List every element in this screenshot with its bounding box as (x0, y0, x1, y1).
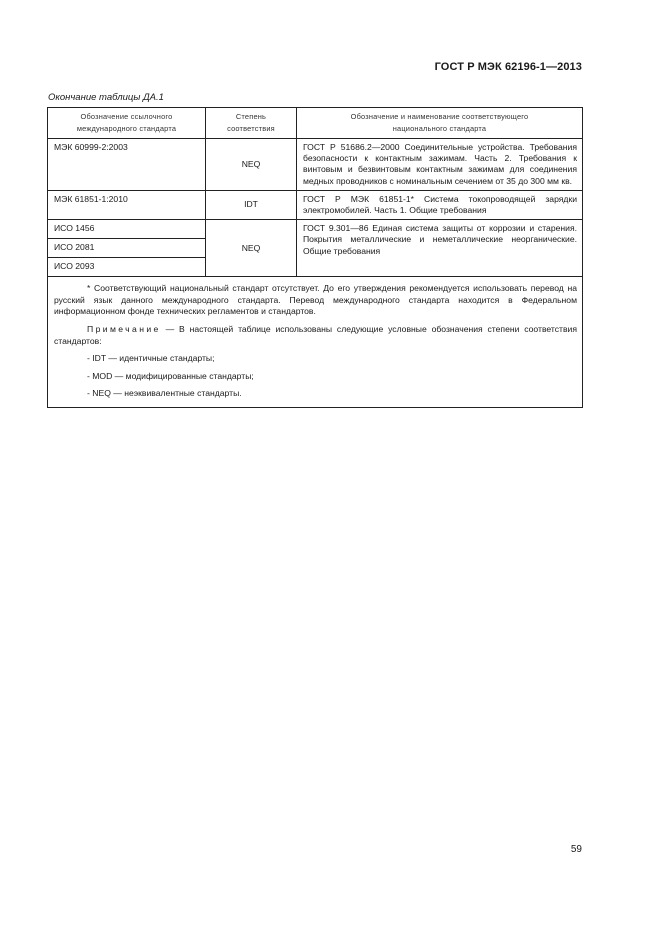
cell-international-standard: МЭК 61851-1:2010 (48, 190, 206, 219)
cell-national-standard: ГОСТ Р МЭК 61851-1* Система токопроводящей зарядки электромобилей. Часть 1. Общие требования (297, 190, 583, 219)
note-text: — В настоящей таблице использованы следующие условные обозначения степени соответствия стандартов: (54, 324, 577, 346)
legend-item-idt: - IDT — идентичные стандарты; (87, 353, 215, 364)
note-label: Примечание (87, 324, 161, 334)
column-header-international-standard: Обозначение ссылочного международного стандарта (48, 108, 206, 139)
page-number: 59 (570, 844, 582, 855)
table-notes-row (48, 277, 583, 408)
cell-international-standard: ИСО 1456 (48, 220, 206, 239)
table-row (48, 139, 583, 191)
cell-international-standard: ИСО 2081 (48, 239, 206, 258)
correspondence-table-container (47, 107, 582, 408)
legend-item-neq: - NEQ — неэквивалентные стандарты. (87, 388, 242, 399)
cell-national-standard: ГОСТ Р 51686.2—2000 Соединительные устройства. Требования безопасности к контактным зажимам. Часть 2. Требования к винтовым и безвинтовым контактным зажимам для соединения медных проводников с номинальным сечением от 35 до 300 мм кв. (297, 139, 583, 191)
table-row (48, 190, 583, 219)
table-header-row (48, 108, 583, 139)
correspondence-table (47, 107, 583, 408)
cell-degree: NEQ (206, 220, 297, 277)
note-paragraph (54, 324, 577, 347)
legend-item-mod: - MOD — модифицированные стандарты; (87, 370, 254, 381)
table-caption: Окончание таблицы ДА.1 (48, 92, 164, 103)
cell-international-standard: МЭК 60999-2:2003 (48, 139, 206, 191)
column-header-degree: Степень соответствия (206, 108, 297, 139)
cell-degree: IDT (206, 190, 297, 219)
table-notes (48, 277, 583, 408)
cell-international-standard: ИСО 2093 (48, 258, 206, 277)
cell-degree: NEQ (206, 139, 297, 191)
table-row (48, 220, 583, 239)
cell-national-standard: ГОСТ 9.301—86 Единая система защиты от коррозии и старения. Покрытия металлические и неметаллические неорганические. Общие требования (297, 220, 583, 277)
document-code-header: ГОСТ Р МЭК 62196-1—2013 (434, 61, 582, 73)
column-header-national-standard: Обозначение и наименование соответствующего национального стандарта (297, 108, 583, 139)
footnote-text: * Соответствующий национальный стандарт отсутствует. До его утверждения рекомендуется использовать перевод на русский язык данного международного стандарта. Перевод международного стандарта находится в Федеральном информационном фонде технических регламентов и стандартов. (54, 283, 577, 317)
